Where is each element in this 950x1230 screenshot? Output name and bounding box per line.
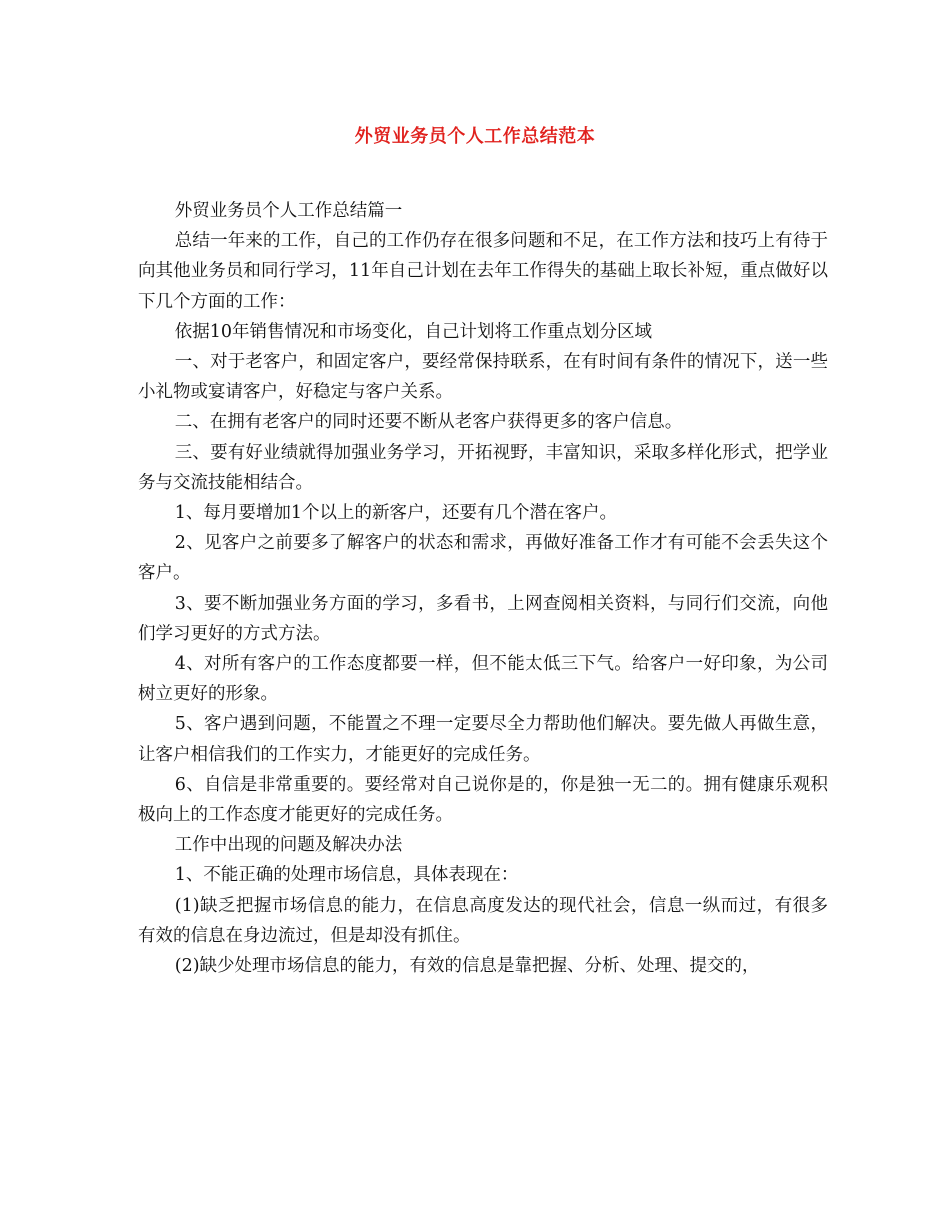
list-item: 4、对所有客户的工作态度都要一样，但不能太低三下气。给客户一好印象，为公司树立更好的形象。 [138,654,828,705]
body-paragraph: 总结一年来的工作，自己的工作仍存在很多问题和不足，在工作方法和技巧上有待于向其他业务员和同行学习，11年自己计划在去年工作得失的基础上取长补短，重点做好以下几个方面的工作： [138,231,828,312]
list-item: 5、客户遇到问题，不能置之不理一定要尽全力帮助他们解决。要先做人再做生意，让客户相信我们的工作实力，才能更好的完成任务。 [138,714,828,765]
list-item: 6、自信是非常重要的。要经常对自己说你是的，你是独一无二的。拥有健康乐观积极向上的工作态度才能更好的完成任务。 [138,774,828,826]
body-paragraph: 一、对于老客户，和固定客户，要经常保持联系，在有时间有条件的情况下，送一些小礼物或宴请客户，好稳定与客户关系。 [138,352,828,403]
body-paragraph: 依据10年销售情况和市场变化，自己计划将工作重点划分区域 [174,321,653,342]
list-item: (1)缺乏把握市场信息的能力，在信息高度发达的现代社会，信息一纵而过，有很多有效的信息在身边流过，但是却没有抓住。 [138,895,828,946]
body-paragraph: 三、要有好业绩就得加强业务学习，开拓视野，丰富知识，采取多样化形式，把学业务与交流技能相结合。 [138,442,828,493]
section-heading: 外贸业务员个人工作总结篇一 [174,201,403,221]
body-paragraph: 二、在拥有老客户的同时还要不断从老客户获得更多的客户信息。 [174,412,683,433]
list-item: 1、不能正确的处理市场信息，具体表现在： [174,865,519,886]
document-body [138,196,828,981]
list-item: (2)缺少处理市场信息的能力，有效的信息是靠把握、分析、处理、提交的， [174,956,760,977]
section-heading: 工作中出现的问题及解决办法 [174,835,403,856]
document-title: 外贸业务员个人工作总结范本 [354,126,596,147]
list-item: 1、每月要增加1个以上的新客户，还要有几个潜在客户。 [174,503,618,524]
list-item: 3、要不断加强业务方面的学习，多看书，上网查阅相关资料，与同行们交流，向他们学习更好的方式方法。 [138,593,828,644]
list-item: 2、见客户之前要多了解客户的状态和需求，再做好准备工作才有可能不会丢失这个客户。 [138,533,828,584]
